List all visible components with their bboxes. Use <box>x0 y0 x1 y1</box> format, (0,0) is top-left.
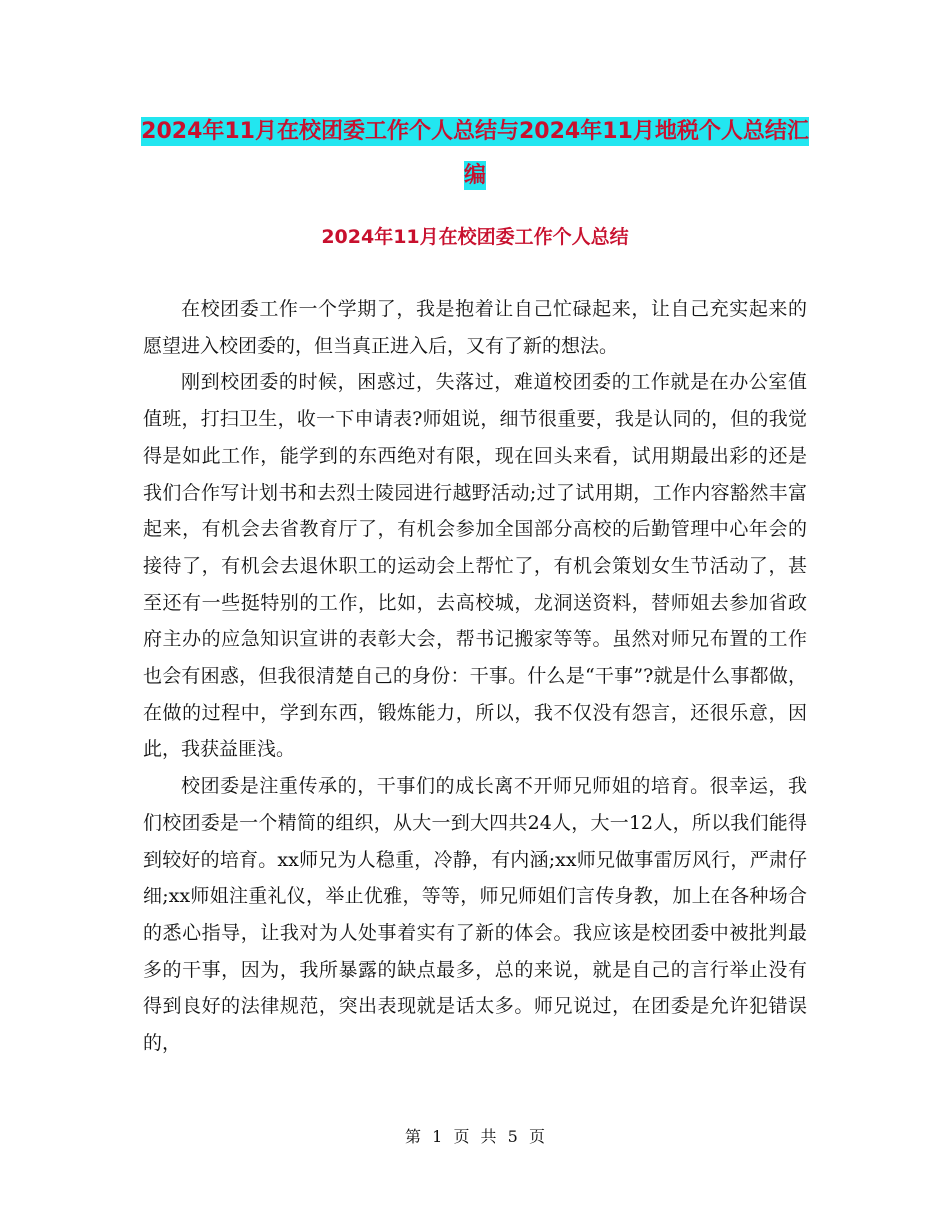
footer-page-word: 页 <box>453 1127 470 1146</box>
footer-total-prefix: 共 <box>480 1127 497 1146</box>
page-footer <box>0 1124 950 1147</box>
document-title-text: 2024年11月在校团委工作个人总结与2024年11月地税个人总结汇编 <box>141 119 809 188</box>
paragraph-2: 刚到校团委的时候，困惑过，失落过，难道校团委的工作就是在办公室值值班，打扫卫生，收一下申请表?师姐说，细节很重要，我是认同的，但的我觉得是如此工作，能学到的东西绝对有限，现在回头来看，试用期最出彩的还是我们合作写计划书和去烈士陵园进行越野活动;过了试用期，工作内容豁然丰富起来，有机会去省教育厅了，有机会参加全国部分高校的后勤管理中心年会的接待了，有机会去退休职工的运动会上帮忙了，有机会策划女生节活动了，甚至还有一些挺特别的工作，比如，去高校城，龙洞送资料，替师姐去参加省政府主办的应急知识宣讲的表彰大会，帮书记搬家等等。虽然对师兄布置的工作也会有困惑，但我很清楚自己的身份：干事。什么是“干事”?就是什么事都做，在做的过程中，学到东西，锻炼能力，所以，我不仅没有怨言，还很乐意，因此，我获益匪浅。 <box>143 371 807 761</box>
paragraph-1: 在校团委工作一个学期了，我是抱着让自己忙碌起来，让自己充实起来的愿望进入校团委的，但当真正进入后，又有了新的想法。 <box>143 298 807 357</box>
paragraph-3: 校团委是注重传承的，干事们的成长离不开师兄师姐的培育。很幸运，我们校团委是一个精简的组织，从大一到大四共24人，大一12人，所以我们能得到较好的培育。xx师兄为人稳重，冷静，有内涵;xx师兄做事雷厉风行，严肃仔细;xx师姐注重礼仪，举止优雅，等等，师兄师姐们言传身教，加上在各种场合的悉心指导，让我对为人处事着实有了新的体会。我应该是校团委中被批判最多的干事，因为，我所暴露的缺点最多，总的来说，就是自己的言行举止没有得到良好的法律规范，突出表现就是话太多。师兄说过，在团委是允许犯错误的， <box>143 775 807 1055</box>
footer-total-pages: 5 <box>507 1127 518 1146</box>
footer-current-page: 1 <box>432 1127 443 1146</box>
footer-suffix: 页 <box>528 1127 545 1146</box>
section-title: 2024年11月在校团委工作个人总结 <box>321 226 629 248</box>
body-text <box>143 291 807 1062</box>
document-title <box>140 110 810 198</box>
footer-prefix: 第 <box>405 1127 422 1146</box>
